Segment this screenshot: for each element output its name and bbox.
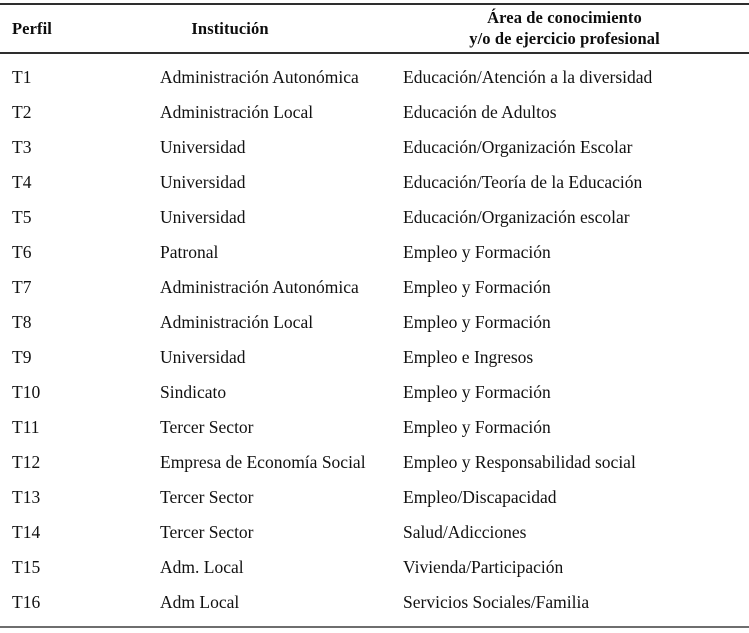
cell-institucion: Sindicato <box>160 382 227 402</box>
table-row <box>0 305 749 340</box>
cell-institucion: Universidad <box>160 172 246 192</box>
cell-area: Educación/Organización Escolar <box>403 137 633 157</box>
cell-area: Empleo y Formación <box>403 277 551 297</box>
cell-perfil: T13 <box>12 487 41 507</box>
table-row <box>0 235 749 270</box>
cell-perfil: T15 <box>12 557 41 577</box>
cell-perfil: T6 <box>12 242 32 262</box>
table-bottom-rule <box>0 626 749 628</box>
cell-perfil: T5 <box>12 207 32 227</box>
cell-perfil: T10 <box>12 382 41 402</box>
column-header-institucion: Institución <box>191 18 269 38</box>
cell-area: Educación de Adultos <box>403 102 557 122</box>
cell-area: Servicios Sociales/Familia <box>403 592 590 612</box>
cell-area: Empleo y Responsabilidad social <box>403 452 636 472</box>
cell-area: Empleo y Formación <box>403 417 551 437</box>
profiles-table <box>0 5 749 52</box>
table-row <box>0 585 749 620</box>
table-row <box>0 410 749 445</box>
cell-institucion: Adm. Local <box>160 557 244 577</box>
profiles-table-body <box>0 60 749 620</box>
table-row <box>0 375 749 410</box>
cell-institucion: Administración Local <box>160 102 314 122</box>
cell-perfil: T9 <box>12 347 32 367</box>
column-header-area-line2: y/o de ejercicio profesional <box>469 28 660 48</box>
table-row <box>0 550 749 585</box>
table-row <box>0 270 749 305</box>
cell-area: Salud/Adicciones <box>403 522 527 542</box>
column-header-area <box>380 5 749 52</box>
cell-institucion: Administración Autonómica <box>160 67 359 87</box>
cell-institucion: Patronal <box>160 242 219 262</box>
table-row <box>0 445 749 480</box>
cell-perfil: T4 <box>12 172 32 192</box>
table-header-row <box>0 5 749 52</box>
cell-perfil: T11 <box>12 417 40 437</box>
table-header <box>0 5 749 52</box>
table-row <box>0 60 749 95</box>
cell-perfil: T16 <box>12 592 41 612</box>
table-row <box>0 200 749 235</box>
cell-area: Empleo e Ingresos <box>403 347 534 367</box>
cell-institucion: Universidad <box>160 137 246 157</box>
table-row <box>0 130 749 165</box>
cell-perfil: T3 <box>12 137 32 157</box>
cell-institucion: Tercer Sector <box>160 417 254 437</box>
cell-area: Vivienda/Participación <box>403 557 564 577</box>
cell-area: Educación/Organización escolar <box>403 207 630 227</box>
cell-institucion: Tercer Sector <box>160 522 254 542</box>
cell-institucion: Adm Local <box>160 592 240 612</box>
cell-institucion: Administración Autonómica <box>160 277 359 297</box>
cell-perfil: T2 <box>12 102 32 122</box>
table-container <box>0 3 749 633</box>
cell-area: Empleo y Formación <box>403 382 551 402</box>
cell-perfil: T7 <box>12 277 32 297</box>
cell-perfil: T8 <box>12 312 32 332</box>
column-header-area-line1: Área de conocimiento <box>487 8 642 28</box>
cell-institucion: Universidad <box>160 207 246 227</box>
cell-perfil: T14 <box>12 522 41 542</box>
cell-area: Empleo/Discapacidad <box>403 487 557 507</box>
cell-institucion: Administración Local <box>160 312 314 332</box>
table-row <box>0 340 749 375</box>
cell-area: Empleo y Formación <box>403 242 551 262</box>
cell-institucion: Empresa de Economía Social <box>160 452 366 472</box>
table-row <box>0 165 749 200</box>
table-row <box>0 95 749 130</box>
cell-institucion: Tercer Sector <box>160 487 254 507</box>
cell-perfil: T1 <box>12 67 32 87</box>
cell-area: Educación/Teoría de la Educación <box>403 172 643 192</box>
cell-area: Empleo y Formación <box>403 312 551 332</box>
column-header-perfil: Perfil <box>12 18 52 38</box>
cell-perfil: T12 <box>12 452 41 472</box>
table-body <box>0 60 749 620</box>
cell-area: Educación/Atención a la diversidad <box>403 67 653 87</box>
table-row <box>0 480 749 515</box>
cell-institucion: Universidad <box>160 347 246 367</box>
table-row <box>0 515 749 550</box>
